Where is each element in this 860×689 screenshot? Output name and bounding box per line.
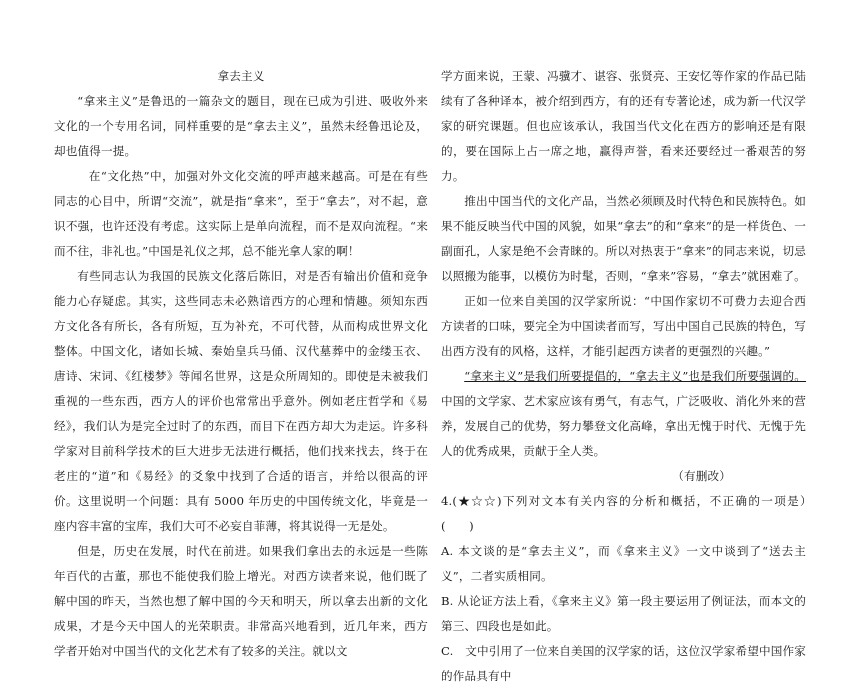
left-column xyxy=(54,64,428,664)
option-c: C. 文中引用了一位来自美国的汉学家的话，这位汉学家希望中国作家的作品具有中 xyxy=(441,644,806,683)
paragraph-1: “拿来主义”是鲁迅的一篇杂文的题目，现在已成为引进、吸收外来文化的一个专用名词，同样重要的是“拿去主义”，虽然未经鲁迅论及，却也值得一提。 xyxy=(54,94,428,158)
source-note: （有删改） xyxy=(672,469,731,483)
paragraph-7 xyxy=(441,364,806,464)
question-4-stem: 4.(★☆☆)下列对文本有关内容的分析和概括，不正确的一项是） ( ) xyxy=(441,494,830,533)
paragraph-6: 正如一位来自美国的汉学家所说：“中国作家切不可费力去迎合西方读者的口味，要完全为中国读者而写，写出中国自己民族的特色，写出西方没有的风格，这样，才能引起西方读者的更强烈的兴趣。” xyxy=(441,294,806,358)
option-b: B. 从论证方法上看，《拿来主义》第一段主要运用了例证法，而本文的第三、四段也是如此。 xyxy=(441,594,806,633)
underlined-sentence: “拿来主义”是我们所要提倡的，“拿去主义”也是我们所要强调的。 xyxy=(464,369,806,383)
paragraph-2: 在“文化热”中，加强对外文化交流的呼声越来越高。可是在有些同志的心目中，所谓“交流”，就是指“拿来”，至于“拿去”，对不起，意识不强，也许还没有考虑。这实际上是单向流程，而不是双向流程。“来而不往，非礼也。”中国是礼仪之邦，总不能光拿人家的啊！ xyxy=(54,169,428,258)
article-title: 拿去主义 xyxy=(217,69,265,83)
paragraph-4-continued: 学方面来说，王蒙、冯骥才、谌容、张贤亮、王安忆等作家的作品已陆续有了各种译本，被介绍到西方，有的还有专著论述，成为新一代汉学家的研究课题。但也应该承认，我国当代文化在西方的影响还是有限的，要在国际上占一席之地，赢得声誉，看来还要经过一番艰苦的努力。 xyxy=(441,69,806,183)
option-a: A. 本文谈的是“拿去主义”，而《拿来主义》一文中谈到了“送去主义”，二者实质相同。 xyxy=(441,544,806,583)
paragraph-4: 但是，历史在发展，时代在前进。如果我们拿出去的永远是一些陈年百代的古董，那也不能使我们脸上增光。对西方读者来说，他们既了解中国的昨天，当然也想了解中国的今天和明天，所以拿去出新的文化成果，才是今天中国人的光荣职责。非常高兴地看到，近几年来，西方学者开始对中国当代的文化艺术有了较多的关注。就以文 xyxy=(54,544,428,658)
right-column xyxy=(441,64,830,689)
paragraph-7-rest: 中国的文学家、艺术家应该有勇气，有志气，广泛吸收、消化外来的营养，发展自己的优势，努力攀登文化高峰，拿出无愧于时代、无愧于先人的优秀成果，贡献于全人类。 xyxy=(441,394,806,458)
paragraph-3: 有些同志认为我国的民族文化落后陈旧，对是否有输出价值和竞争能力心存疑虑。其实，这些同志未必熟谙西方的心理和情趣。须知东西方文化各有所长，各有所短，互为补充，不可代替，从而构成世界文化整体。中国文化，诸如长城、秦始皇兵马俑、汉代墓葬中的金缕玉衣、唐诗、宋词、《红楼梦》等闻名世界，这是众所周知的。即使是未被我们重视的一些东西，西方人的评价也常常出乎意外。例如老庄哲学和《易经》，我们认为是完全过时了的东西，而目下在西方却大为走运。许多科学家对目前科学技术的巨大进步无法进行概括，他们找来找去，终于在老庄的“道”和《易经》的爻象中找到了合适的语言，并给以很高的评价。这里说明一个问题：具有 5000 年历史的中国传统文化，毕竟是一座内容丰富的宝库，我们大可不必妄自菲薄，将其说得一无是处。 xyxy=(54,269,428,533)
paragraph-5: 推出中国当代的文化产品，当然必须顾及时代特色和民族特色。如果不能反映当代中国的风貌，如果“拿去”的和“拿来”的是一样货色、一副面孔，人家是绝不会青睐的。所以对热衷于“拿来”的同志来说，切忌以照搬为能事，以模仿为时髦，否则，“拿来”容易，“拿去”就困难了。 xyxy=(441,194,806,283)
